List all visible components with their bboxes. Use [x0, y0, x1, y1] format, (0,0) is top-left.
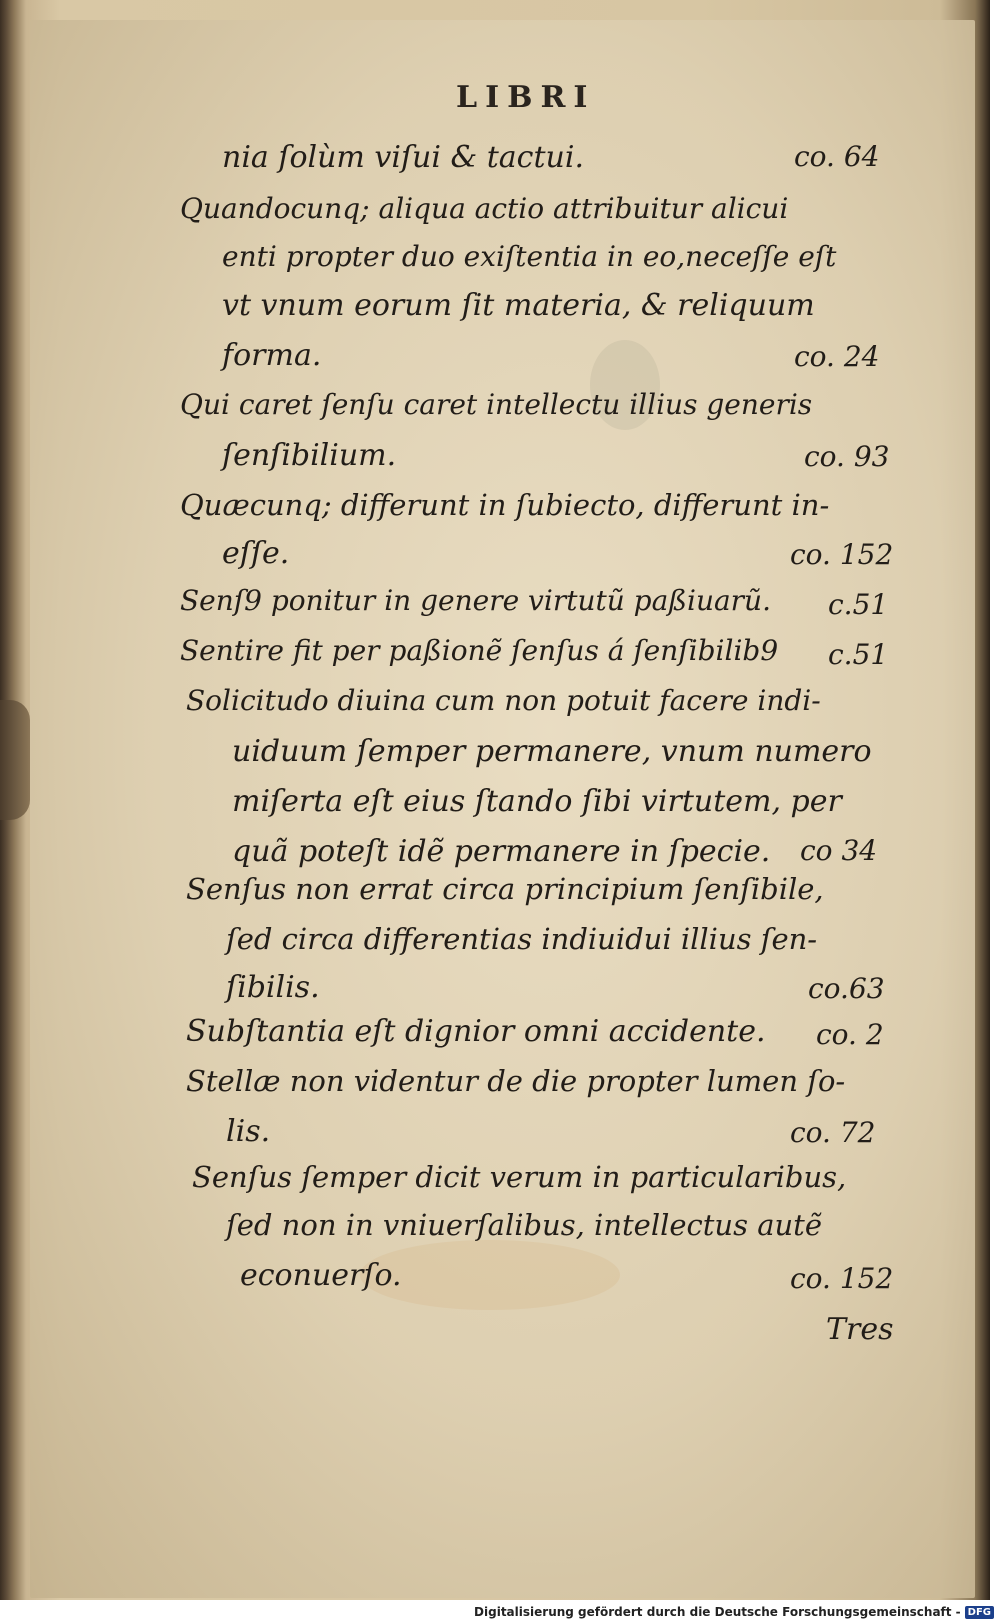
text-line: Subſtantia eſt dignior omni accidente. [186, 1014, 766, 1049]
dfg-logo: DFG [965, 1606, 994, 1619]
digitization-footer [0, 1600, 1000, 1624]
text-line: Sentire fit per paßionẽ ſenſus á ſenſibilib9 [180, 634, 779, 667]
text-line: Senſus non errat circa principium ſenſibile, [186, 872, 824, 906]
reference: c.51 [828, 638, 889, 671]
text-line: eſſe. [222, 536, 290, 571]
reference: co. 152 [790, 1262, 894, 1295]
text-line: forma. [222, 338, 322, 373]
footer-text: Digitalisierung gefördert durch die Deutsche Forschungsgemeinschaft - [474, 1605, 961, 1619]
reference: co. 24 [794, 340, 880, 373]
reference: co. 2 [816, 1018, 884, 1051]
reference: co.63 [808, 972, 885, 1005]
text-line: nia ſolùm viſui & tactui. [222, 140, 584, 175]
text-line: lis. [226, 1114, 271, 1149]
text-line: Qui caret ſenſu caret intellectu illius generis [180, 388, 813, 421]
text-line: Stellæ non videntur de die propter lumen ſo- [186, 1064, 846, 1098]
catchword: Tres [826, 1312, 894, 1347]
text-line: ſenſibilium. [222, 438, 397, 473]
reference: co. 64 [794, 140, 880, 173]
reference: c.51 [828, 588, 889, 621]
text-line: miſerta eſt eius ſtando ſibi virtutem, per [232, 784, 842, 819]
text-line: ſed circa differentias indiuidui illius ſen- [226, 922, 818, 956]
text-line: enti propter duo exiſtentia in eo,neceſſe eſt [222, 240, 837, 273]
text-line: econuerſo. [240, 1258, 402, 1293]
text-line: uiduum ſemper permanere, vnum numero [232, 734, 872, 769]
text-line: ſibilis. [226, 970, 320, 1005]
text-line: vt vnum eorum ſit materia, & reliquum [222, 288, 815, 323]
reference: co 34 [800, 834, 878, 867]
text-line: quã poteſt idẽ permanere in ſpecie. [232, 834, 771, 869]
text-line: Quæcunq; differunt in ſubiecto, differunt in- [180, 488, 830, 522]
running-header: LIBRI [456, 80, 596, 115]
reference: co. 72 [790, 1116, 876, 1149]
text-line: Senſ9 ponitur in genere virtutũ paßiuarũ. [180, 584, 771, 617]
text-line: Solicitudo diuina cum non potuit facere indi- [186, 684, 821, 717]
reference: co. 152 [790, 538, 894, 571]
text-line: ſed non in vniuerſalibus, intellectus autẽ [226, 1208, 822, 1242]
reference: co. 93 [804, 440, 890, 473]
text-line: Senſus ſemper dicit verum in particularibus, [192, 1160, 847, 1194]
book-edge [0, 700, 30, 820]
text-line: Quandocunq; aliqua actio attribuitur alicui [180, 192, 789, 225]
